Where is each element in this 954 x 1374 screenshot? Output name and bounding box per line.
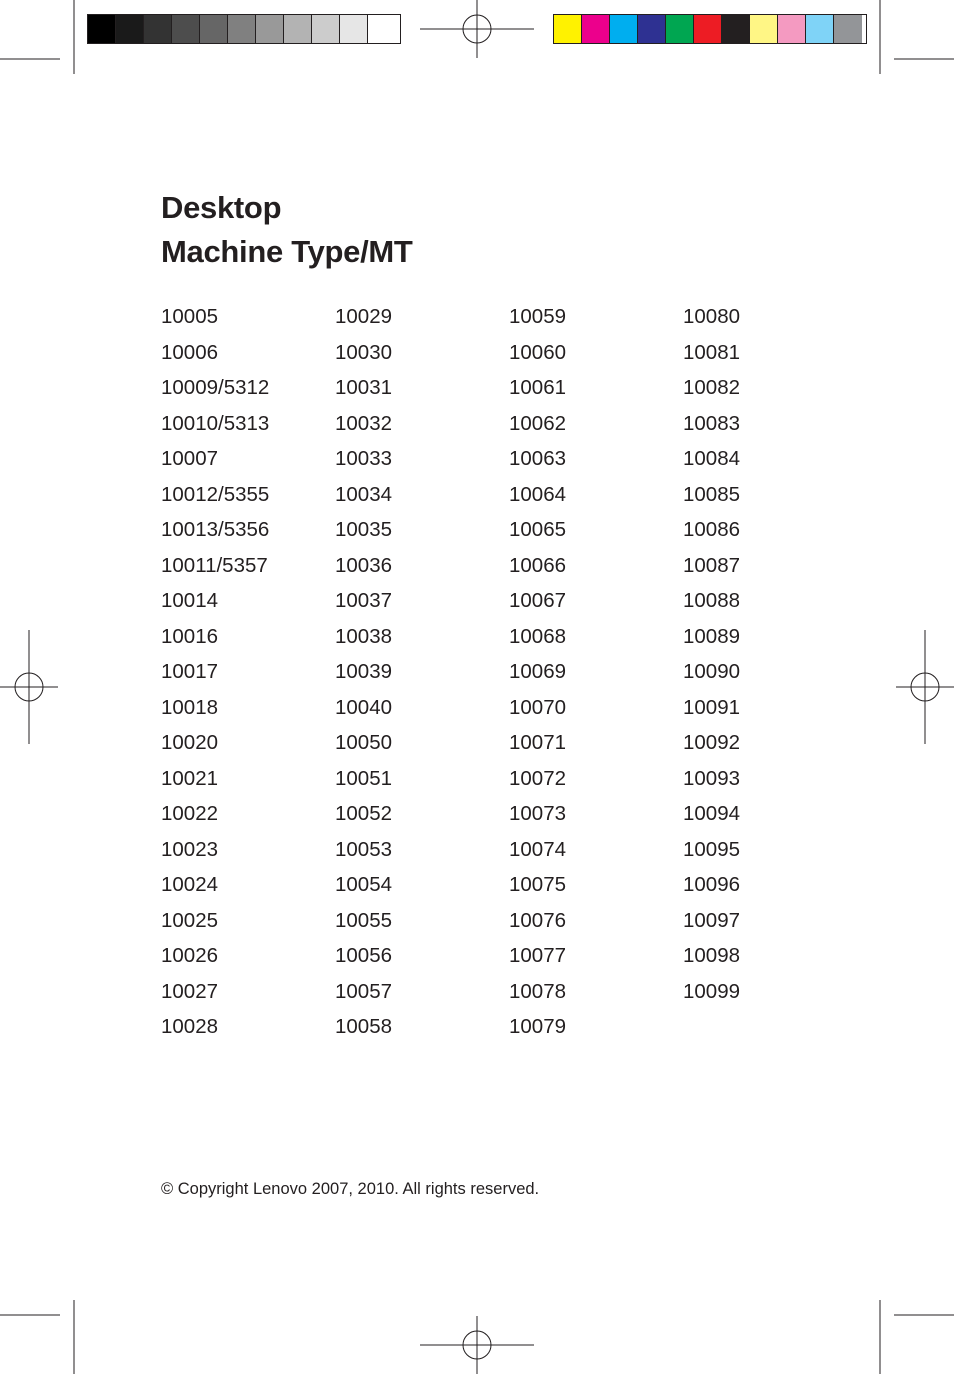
machine-type-entry: 10077 [509, 944, 567, 967]
machine-type-entry: 10010/5313 [161, 411, 270, 435]
machine-type-entry: 10050 [335, 731, 393, 754]
color-swatch [284, 15, 312, 43]
color-swatch [750, 15, 778, 43]
machine-type-entry: 10057 [335, 979, 393, 1003]
machine-type-entry: 10099 [683, 979, 741, 1003]
machine-type-entry: 10098 [683, 944, 741, 967]
title-line-machine-type: Machine Type/MT [161, 234, 413, 269]
machine-type-entry: 10097 [683, 908, 741, 932]
machine-type-entry: 10039 [335, 660, 393, 683]
color-swatch [554, 15, 582, 43]
color-swatch [172, 15, 200, 43]
machine-type-entry: 10054 [335, 873, 393, 896]
color-swatch [806, 15, 834, 43]
color-swatch [694, 15, 722, 43]
machine-type-column-4 [683, 299, 740, 1009]
machine-type-column-1 [161, 299, 269, 1045]
machine-type-entry: 10089 [683, 624, 741, 648]
machine-type-entry: 10059 [509, 305, 567, 328]
machine-type-entry: 10067 [509, 589, 567, 612]
machine-type-entry: 10016 [161, 624, 219, 648]
machine-type-entry: 10095 [683, 837, 741, 861]
machine-type-entry: 10040 [335, 695, 393, 719]
machine-type-entry: 10020 [161, 731, 219, 754]
machine-type-entry: 10064 [509, 482, 567, 506]
color-swatch [582, 15, 610, 43]
process-color-bar [553, 14, 867, 44]
machine-type-entry: 10094 [683, 802, 741, 825]
color-swatch [638, 15, 666, 43]
machine-type-entry: 10084 [683, 447, 741, 470]
registration-mark-left [0, 630, 58, 744]
grayscale-color-bar [87, 14, 401, 44]
machine-type-entry: 10086 [683, 518, 741, 541]
machine-type-entry: 10096 [683, 873, 741, 896]
machine-type-entry: 10078 [509, 979, 567, 1003]
machine-type-column-2 [335, 299, 392, 1045]
machine-type-entry: 10091 [683, 695, 741, 719]
page-title [161, 186, 413, 274]
machine-type-entry: 10018 [161, 695, 219, 719]
machine-type-entry: 10023 [161, 837, 219, 861]
machine-type-entry: 10029 [335, 305, 393, 328]
machine-type-entry: 10038 [335, 624, 393, 648]
machine-type-entry: 10011/5357 [161, 553, 268, 577]
machine-type-entry: 10005 [161, 305, 219, 328]
color-swatch [256, 15, 284, 43]
machine-type-entry: 10087 [683, 553, 741, 577]
machine-type-entry: 10076 [509, 908, 567, 932]
color-swatch [88, 15, 116, 43]
machine-type-entry: 10069 [509, 660, 567, 683]
machine-type-entry: 10062 [509, 411, 567, 435]
machine-type-entry: 10066 [509, 553, 567, 577]
color-swatch [116, 15, 144, 43]
machine-type-entry: 10061 [509, 376, 567, 399]
color-swatch [200, 15, 228, 43]
machine-type-entry: 10080 [683, 305, 741, 328]
machine-type-entry: 10025 [161, 908, 219, 932]
machine-type-entry: 10081 [683, 340, 741, 364]
machine-type-entry: 10068 [509, 624, 567, 648]
registration-mark-top [420, 0, 534, 58]
machine-type-entry: 10055 [335, 908, 393, 932]
machine-type-entry: 10052 [335, 802, 393, 825]
machine-type-entry: 10065 [509, 518, 567, 541]
machine-type-entry: 10021 [161, 766, 219, 790]
color-swatch [228, 15, 256, 43]
title-line-desktop: Desktop [161, 190, 282, 225]
machine-type-entry: 10030 [335, 340, 393, 364]
machine-type-entry: 10033 [335, 447, 393, 470]
machine-type-entry: 10053 [335, 837, 393, 861]
machine-type-entry: 10024 [161, 873, 219, 896]
machine-type-entry: 10026 [161, 944, 219, 967]
machine-type-entry: 10079 [509, 1015, 567, 1038]
machine-type-entry: 10093 [683, 766, 741, 790]
machine-type-entry: 10060 [509, 340, 567, 364]
color-swatch [340, 15, 368, 43]
machine-type-entry: 10071 [509, 731, 567, 754]
machine-type-entry: 10036 [335, 553, 393, 577]
machine-type-entry: 10085 [683, 482, 741, 506]
machine-type-entry: 10075 [509, 873, 567, 896]
machine-type-entry: 10058 [335, 1015, 393, 1038]
color-swatch [312, 15, 340, 43]
machine-type-entry: 10022 [161, 802, 219, 825]
machine-type-entry: 10034 [335, 482, 393, 506]
color-swatch [144, 15, 172, 43]
machine-type-entry: 10082 [683, 376, 741, 399]
machine-type-entry: 10013/5356 [161, 518, 270, 541]
color-swatch [610, 15, 638, 43]
machine-type-entry: 10051 [335, 766, 393, 790]
machine-type-entry: 10009/5312 [161, 376, 270, 399]
machine-type-entry: 10031 [335, 376, 393, 399]
machine-type-entry: 10028 [161, 1015, 219, 1038]
machine-type-entry: 10014 [161, 589, 219, 612]
machine-type-entry: 10017 [161, 660, 219, 683]
machine-type-entry: 10007 [161, 447, 219, 470]
machine-type-entry: 10063 [509, 447, 567, 470]
machine-type-entry: 10006 [161, 340, 219, 364]
machine-type-entry: 10035 [335, 518, 393, 541]
machine-type-entry: 10070 [509, 695, 567, 719]
machine-type-entry: 10088 [683, 589, 741, 612]
copyright-notice: © Copyright Lenovo 2007, 2010. All rights reserved. [161, 1180, 540, 1198]
registration-mark-right [896, 630, 954, 744]
color-swatch [778, 15, 806, 43]
machine-type-entry: 10027 [161, 979, 219, 1003]
color-swatch [368, 15, 396, 43]
machine-type-column-3 [509, 299, 566, 1045]
machine-type-entry: 10083 [683, 411, 741, 435]
machine-type-entry: 10073 [509, 802, 567, 825]
machine-type-entry: 10072 [509, 766, 567, 790]
color-swatch [722, 15, 750, 43]
machine-type-entry: 10037 [335, 589, 393, 612]
color-swatch [834, 15, 862, 43]
registration-mark-bottom [420, 1316, 534, 1374]
machine-type-entry: 10032 [335, 411, 393, 435]
machine-type-entry: 10074 [509, 837, 567, 861]
machine-type-entry: 10090 [683, 660, 741, 683]
machine-type-entry: 10092 [683, 731, 741, 754]
machine-type-entry: 10056 [335, 944, 393, 967]
machine-type-entry: 10012/5355 [161, 482, 270, 506]
color-swatch [666, 15, 694, 43]
